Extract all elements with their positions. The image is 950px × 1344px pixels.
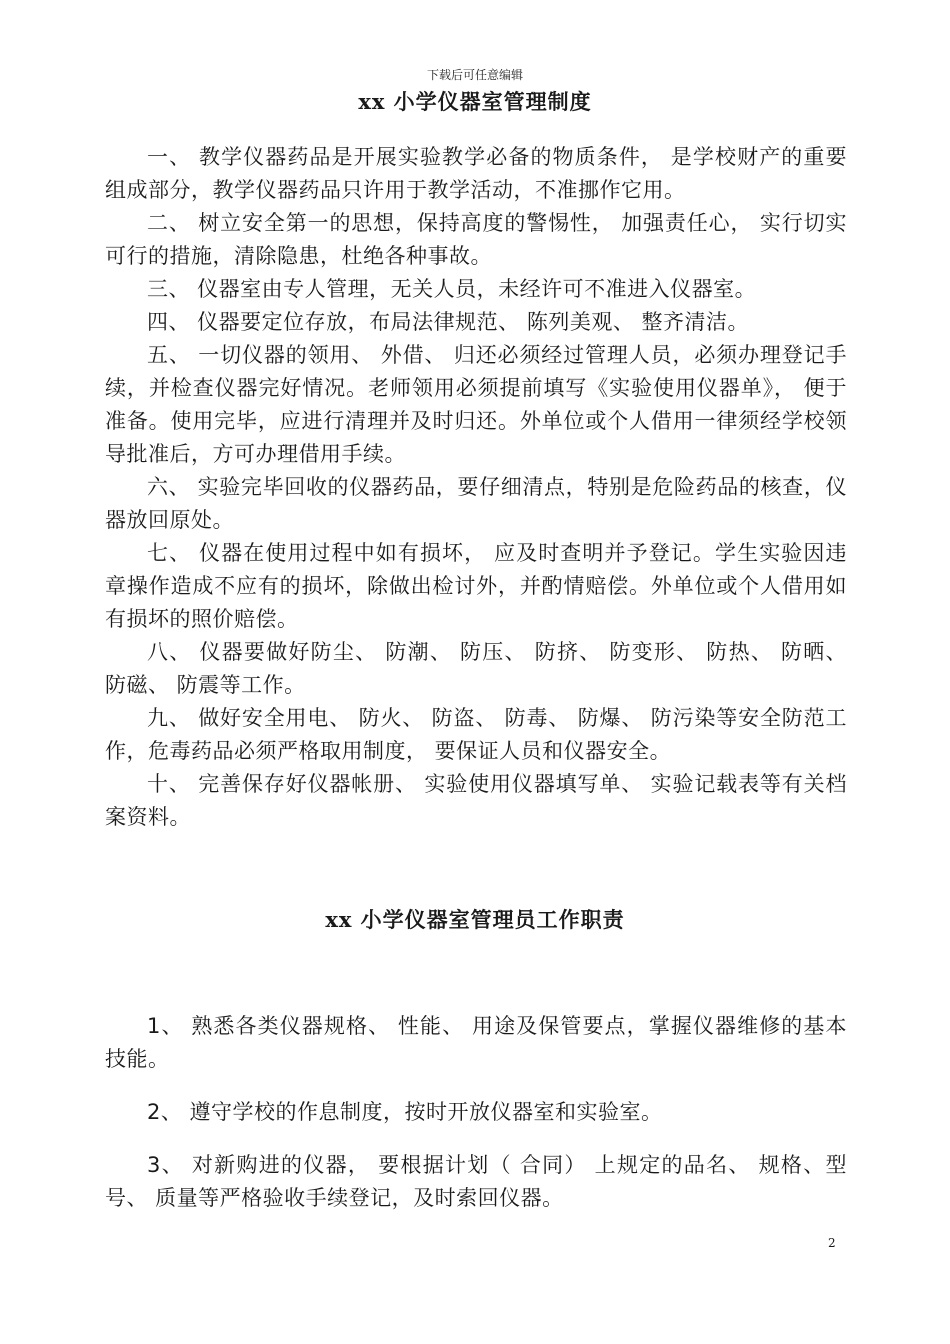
rules-body (105, 141, 847, 834)
duty-item-1: 1、 熟悉各类仪器规格、 性能、 用途及保管要点，掌握仪器维修的基本技能。 (105, 1014, 847, 1071)
duty-item-3: 3、 对新购进的仪器， 要根据计划（ 合同） 上规定的品名、 规格、型号、 质量等严格验收手续登记，及时索回仪器。 (105, 1153, 847, 1210)
rule-paragraph-8: 八、 仪器要做好防尘、 防潮、 防压、 防挤、 防变形、 防热、 防晒、 防磁、 防震等工作。 (105, 640, 847, 697)
rule-paragraph-9: 九、 做好安全用电、 防火、 防盗、 防毒、 防爆、 防污染等安全防范工作，危毒药品必须严格取用制度， 要保证人员和仪器安全。 (105, 706, 847, 763)
rule-paragraph-1: 一、 教学仪器药品是开展实验教学必备的物质条件， 是学校财产的重要组成部分，教学仪器药品只许用于教学活动，不准挪作它用。 (105, 145, 847, 202)
section-title-duties: xx 小学仪器室管理员工作职责 (325, 907, 625, 932)
rule-paragraph-2: 二、 树立安全第一的思想，保持高度的警惕性， 加强责任心， 实行切实可行的措施，清除隐患，杜绝各种事故。 (105, 211, 847, 268)
duty-item-2: 2、 遵守学校的作息制度，按时开放仪器室和实验室。 (147, 1100, 663, 1124)
page-number: 2 (828, 1236, 836, 1250)
rule-paragraph-7: 七、 仪器在使用过程中如有损坏， 应及时查明并予登记。学生实验因违章操作造成不应有的损坏，除做出检讨外，并酌情赔偿。外单位或个人借用如有损坏的照价赔偿。 (105, 541, 847, 631)
rule-paragraph-6: 六、 实验完毕回收的仪器药品，要仔细清点，特别是危险药品的核查，仪器放回原处。 (105, 475, 847, 532)
rule-paragraph-4: 四、 仪器要定位存放，布局法律规范、 陈列美观、 整齐清洁。 (147, 310, 750, 334)
rule-paragraph-5: 五、 一切仪器的领用、 外借、 归还必须经过管理人员，必须办理登记手续，并检查仪器完好情况。老师领用必须提前填写《实验使用仪器单》， 便于准备。使用完毕，应进行清理并及时归还。外单位或个人借用一律须经学校领导批准后，方可办理借用手续。 (105, 343, 847, 466)
duties-body (105, 1010, 847, 1235)
rule-paragraph-10: 十、 完善保存好仪器帐册、 实验使用仪器填写单、 实验记载表等有关档案资料。 (105, 772, 847, 829)
header-note: 下载后可任意编辑 (426, 68, 523, 82)
section-title-rules: xx 小学仪器室管理制度 (358, 89, 592, 114)
rule-paragraph-3: 三、 仪器室由专人管理，无关人员，未经许可不准进入仪器室。 (147, 277, 757, 301)
